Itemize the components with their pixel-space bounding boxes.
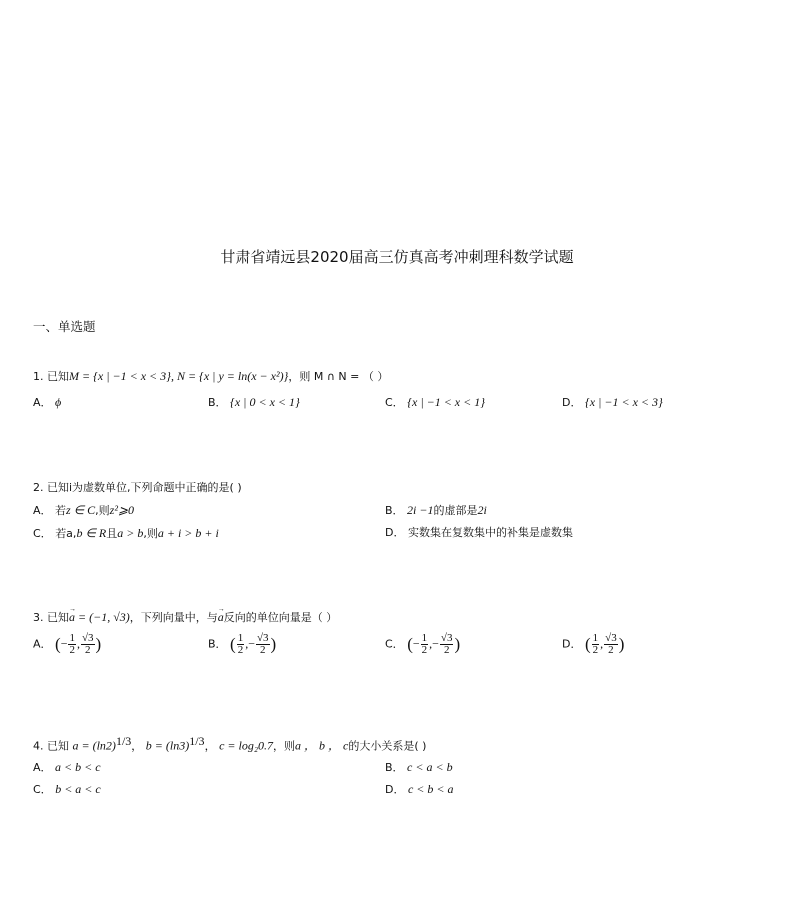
option-label: B． [208, 637, 227, 651]
fraction [604, 633, 618, 656]
numerator: √3 [257, 632, 269, 644]
option-label: A． [33, 504, 52, 517]
denominator: 2 [421, 644, 428, 656]
q1-option-b[interactable] [208, 395, 300, 410]
q2-option-c[interactable] [33, 526, 219, 541]
option-label: B． [385, 761, 404, 774]
q4-b-exponent: 1/3 [189, 734, 205, 748]
q1-option-d[interactable] [562, 395, 663, 410]
q3-option-a[interactable] [33, 633, 101, 656]
q3-vector-ref: → a [218, 610, 224, 624]
q4-text: ，则 [273, 739, 295, 753]
q1-set-m: M = {x | −1 < x < 3} [69, 369, 171, 383]
option-label: B． [385, 504, 404, 517]
paren-open: ( [407, 634, 413, 654]
option-label: C． [33, 783, 52, 796]
q1-set-n: , N = {x | y = ln(x − x²)} [170, 369, 289, 383]
q1-prefix: 1. 已知 [33, 370, 69, 383]
q1-option-a[interactable] [33, 395, 61, 410]
option-label: C． [385, 637, 404, 651]
q4-vars: a ， b ， c [295, 738, 349, 753]
paren-close: ) [95, 634, 102, 654]
fraction [440, 633, 454, 656]
option-value: b < a < c [55, 782, 101, 796]
option-text: 若 [55, 504, 67, 517]
minus-sign: − [248, 636, 255, 651]
page-title: 甘肃省靖远县2020届高三仿真高考冲刺理科数学试题 [220, 248, 574, 266]
option-value: 实数集在复数集中的补集是虚数集 [407, 526, 573, 539]
option-math: b ∈ R [76, 526, 107, 540]
option-value: {x | −1 < x < 1} [407, 395, 486, 409]
paren-close: ) [454, 634, 461, 654]
comma: , [245, 636, 249, 651]
numerator: √3 [440, 632, 453, 644]
option-math: a > b [117, 526, 144, 540]
q4-b-def: b = (ln3) [145, 738, 190, 753]
numerator: 1 [237, 632, 244, 644]
paren-open: ( [55, 634, 61, 654]
denominator: 2 [592, 644, 599, 656]
fraction [421, 633, 429, 656]
option-text: ,则 [143, 527, 158, 540]
option-label: D． [385, 526, 405, 539]
q3-suffix: 反向的单位向量是（ ） [223, 611, 338, 624]
option-label: D． [562, 637, 582, 651]
paren-close: ) [618, 634, 625, 654]
paren-open: ( [584, 634, 591, 654]
option-text: 且 [106, 527, 118, 540]
option-math: 2i [477, 503, 487, 517]
q3-prefix: 3. 已知 [33, 611, 69, 624]
option-label: C． [385, 396, 404, 409]
q2-option-d[interactable] [385, 526, 573, 540]
option-value: ϕ [55, 395, 62, 409]
option-value: {x | −1 < x < 3} [584, 395, 663, 409]
option-label: C． [33, 527, 52, 540]
minus-sign: − [412, 636, 420, 651]
comma: , [600, 636, 604, 651]
question-3-stem [33, 610, 337, 625]
minus-sign: − [432, 636, 439, 651]
fraction [68, 633, 76, 656]
q4-option-d[interactable] [385, 782, 454, 797]
denominator: 2 [85, 644, 91, 656]
q3-mid: ，下列向量中，与 [129, 611, 218, 624]
question-4-stem: 4. 已知 $a = (\ln 2)^{1/3}$， $b = (\ln 3)^{1/3}$， c = log₂0.7，则a ， b ， c的大小关系是( ) [33, 734, 427, 753]
comma: , [76, 636, 80, 651]
q4-a-def: a = (ln2) [72, 738, 116, 753]
section-heading: 一、单选题 [33, 319, 96, 334]
q3-option-c[interactable] [385, 633, 460, 656]
option-value: a < b < c [55, 760, 101, 774]
q1-suffix: ，则 M ∩ N = （ ） [288, 370, 389, 383]
denominator: 2 [443, 644, 450, 656]
q3-vector: → a = (−1, √3) [69, 610, 130, 624]
q4-a-exponent: 1/3 [115, 734, 132, 748]
fraction [256, 633, 270, 656]
q3-option-d[interactable] [562, 633, 624, 656]
q4-prefix: 4. 已知 [33, 739, 69, 753]
denominator: 2 [237, 644, 244, 656]
q4-option-b[interactable] [385, 760, 453, 775]
option-math: 2i −1 [407, 503, 434, 517]
option-label: D． [562, 396, 582, 409]
denominator: 2 [260, 644, 266, 656]
option-text: 的虚部是 [433, 504, 478, 517]
option-text: 若a, [55, 527, 77, 540]
q2-option-b[interactable] [385, 503, 487, 518]
paren-open: ( [230, 634, 236, 654]
q1-option-c[interactable] [385, 395, 485, 410]
option-math: a + i > b + i [157, 526, 219, 540]
option-value: {x | 0 < x < 1} [230, 395, 300, 409]
fraction [592, 633, 600, 656]
numerator: √3 [605, 632, 617, 644]
option-math: z²⩾0 [109, 503, 134, 517]
option-value: c < b < a [407, 782, 454, 796]
q4-option-c[interactable] [33, 782, 101, 797]
option-label: A． [33, 396, 52, 409]
fraction [237, 633, 245, 656]
fraction [81, 633, 95, 656]
option-label: A． [33, 761, 52, 774]
minus-sign: − [60, 636, 68, 651]
denominator: 2 [69, 644, 75, 656]
option-label: A． [33, 637, 52, 651]
q4-option-a[interactable] [33, 760, 101, 775]
option-label: D． [385, 783, 405, 796]
option-math: z ∈ C [66, 503, 96, 517]
denominator: 2 [608, 644, 614, 656]
numerator: √3 [81, 632, 94, 644]
question-2-stem: 2. 已知i为虚数单位,下列命题中正确的是( ) [33, 481, 242, 494]
paren-close: ) [270, 634, 277, 654]
q3-option-b[interactable] [208, 633, 276, 656]
question-1-stem [33, 369, 388, 384]
numerator: 1 [592, 632, 599, 644]
q4-suffix: 的大小关系是( ) [348, 739, 427, 753]
comma: , [429, 636, 433, 651]
numerator: 1 [421, 632, 428, 644]
q2-option-a[interactable] [33, 503, 134, 518]
option-value: c < a < b [407, 760, 453, 774]
option-label: B． [208, 396, 227, 409]
q4-c-def: c = log₂0.7 [219, 738, 273, 753]
option-text: ,则 [95, 504, 110, 517]
numerator: 1 [69, 632, 75, 644]
